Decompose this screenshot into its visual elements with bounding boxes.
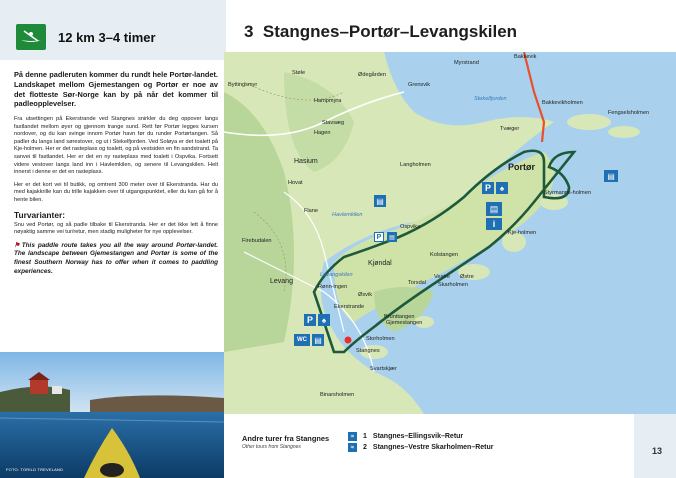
page-number: 13 — [651, 446, 662, 456]
map-label-bakkevik: Bakkevik — [514, 54, 537, 60]
map-label-hovat: Hovat — [288, 180, 303, 186]
text-column — [14, 70, 218, 276]
map-label-binarsholmen: Binarsholmen — [320, 392, 355, 398]
map-label-bytingsmyr: Byttingsmyr — [228, 82, 258, 88]
map-label-flane: Flane — [304, 208, 318, 214]
map-label-ospvika: Ospvika — [400, 224, 421, 230]
map-label-kolstangen: Kolstangen — [430, 252, 458, 258]
map-label-stole: Støle — [292, 70, 306, 76]
map-label-osvik: Øsvik — [358, 292, 372, 298]
map-label-storholmen: Storholmen — [366, 336, 395, 342]
map-label-levang: Levang — [270, 278, 293, 285]
english-note-text: This paddle route takes you all the way around Portør-landet. The landscape between Gjemestangen and Portør is some of the finest Southern Norway has to offer when it comes to paddling experiences. — [14, 241, 218, 275]
route-number: 3 — [244, 22, 254, 41]
map-label-styrmanns: Styrmanns-holmen — [544, 190, 591, 196]
variants-heading: Turvarianter: — [14, 209, 66, 220]
info-icon[interactable]: i — [486, 218, 502, 230]
map-label-ostre: Østre — [460, 274, 474, 280]
map-label-kjondal: Kjøndal — [368, 260, 392, 267]
map-label-ekerstrande: Ekerstrande — [334, 304, 365, 310]
other-tour-2[interactable] — [348, 443, 494, 452]
route-map[interactable] — [224, 52, 676, 414]
other-tours-heading-en: Other tours from Stangnes — [242, 444, 301, 450]
kayak-photo — [0, 352, 224, 478]
picnic-icon-kjeholmen[interactable]: ▤ — [486, 202, 502, 216]
map-label-levangskilen: Levangskilen — [320, 272, 353, 278]
title-band — [230, 0, 676, 52]
photo-credit: FOTO: TORILD TREVELAND — [6, 467, 64, 472]
description-paragraph-1: Fra utsettingen på Ekerstrande ved Stangnes snirkler du deg oppover langs fastlandet mellom øyer og gjennom trange sund. Rett før Portør legges kursen nordover, og du kan svinge innom Portør havn før du runder Portørtangen. Så padler du langs land sørestover, og ut i Stekelfjorden. Ved Soløya er det toalett på Kje-holmen. Her er det rasteplass og toalett, og på vestsiden en fin sandstrand. Ta sanvei til fastlandet. Her er det en ny rasteplass med toalett i Ospvika. Fortsett videre vestover langs land inn i Havlemkilen, og senere til Levangskilen. Helt innerst i denne er det en rasteplass. — [14, 116, 218, 176]
map-label-grensvik: Grensvik — [408, 82, 431, 88]
tour-name: Stangnes–Ellingsvik–Retur — [372, 433, 464, 440]
toilet-icon[interactable]: ♠ — [496, 182, 508, 194]
map-label-fengselsholmen: Fengselsholmen — [608, 110, 650, 116]
map-label-stavsaeg: Stavsæg — [322, 120, 345, 126]
kayak-icon: ≈ — [348, 443, 357, 452]
picnic-icon-styrmannsholmen[interactable]: ▤ — [604, 170, 618, 182]
map-label-hampmyra: Hampmyra — [314, 98, 342, 104]
map-label-stekelfjorden: Stekelfjorden — [474, 96, 507, 102]
map-label-gjemstangen: Gjemestangen — [386, 320, 423, 326]
map-label-langholmen: Langholmen — [400, 162, 431, 168]
map-label-hasium: Hasium — [294, 158, 318, 165]
map-label-tvaeger: Tvæger — [500, 126, 520, 132]
map-label-havlemkilen: Havlemkilen — [332, 212, 363, 218]
wc-icon[interactable]: WC — [294, 334, 310, 346]
map-label-vestre: Vestre — [434, 274, 450, 280]
map-label-ronningen: Rønn-ingen — [318, 284, 348, 290]
toilet-icon-stangnes[interactable]: ♠ — [318, 314, 330, 326]
uk-flag-icon: ⚑ — [14, 241, 20, 249]
page-number-box — [634, 414, 676, 478]
map-label-odegarden: Ødegården — [358, 72, 386, 78]
route-name: Stangnes–Portør–Levangskilen — [262, 22, 518, 41]
map-label-svartskjaer: Svartskjær — [370, 366, 397, 372]
picnic-icon-stangnes[interactable]: ▤ — [312, 334, 324, 346]
route-title — [244, 22, 517, 42]
english-note — [14, 242, 218, 276]
route-meta: 12 km 3–4 timer — [58, 30, 156, 45]
parking-icon[interactable]: P — [482, 182, 494, 194]
map-label-bakkevikholmen: Bakkevikholmen — [542, 100, 583, 106]
left-header — [0, 0, 226, 60]
map-label-torsdal: Torsdal — [408, 280, 427, 286]
tour-number: 1 — [363, 433, 367, 440]
bottom-panel — [230, 414, 676, 478]
map-label-brunttangen: Brunttangen — [384, 314, 415, 320]
kayak-icon: ≈ — [348, 432, 357, 441]
map-label-firebudalen: Firebudalen — [242, 238, 272, 244]
map-label-hagen: Hagen — [314, 130, 331, 136]
map-label-myrstrand: Myrstrand — [454, 60, 479, 66]
other-tours-heading: Andre turer fra Stangnes — [242, 434, 330, 443]
map-label-kjeholmen: Kje-holmen — [508, 230, 537, 236]
map-label-skarholmen: Skarholmen — [438, 282, 468, 288]
tour-number: 2 — [363, 444, 367, 451]
other-tour-1[interactable] — [348, 432, 463, 441]
parking-icon-ospvika[interactable]: P — [374, 232, 384, 242]
map-label-stangnes: Stangnes — [356, 348, 380, 354]
intro-text: På denne padleruten kommer du rundt hele Portør-landet. Landskapet mellom Gjemestangen og Portør er noe av det flotteste Sør-Norge kan by på når det kommer til padleopplevelser. — [14, 70, 218, 109]
kayak-icon — [16, 24, 46, 50]
description-paragraph-2: Her er det kort vei til butikk, og omtrent 300 meter over til Ekerstranda. Har du med kajakkrille kan du trille kajakken over til utgangspunktet, eller du kan gå for å hente bilen. — [14, 181, 218, 203]
map-label-portor: Portør — [508, 162, 535, 172]
picnic-icon[interactable]: ▤ — [374, 195, 386, 207]
variants-paragraph: Snu ved Portør, og så padle tilbake til Ekerstranda. Her er det ikke lett å finne nøyaktig samme vei tur/retur, men stadig muligheter for nye opplevelser. — [14, 221, 218, 236]
picnic-icon-ospvika[interactable]: ▤ — [387, 232, 397, 242]
tour-name: Stangnes–Vestre Skarholmen–Retur — [372, 444, 494, 451]
parking-icon-stangnes[interactable]: P — [304, 314, 316, 326]
